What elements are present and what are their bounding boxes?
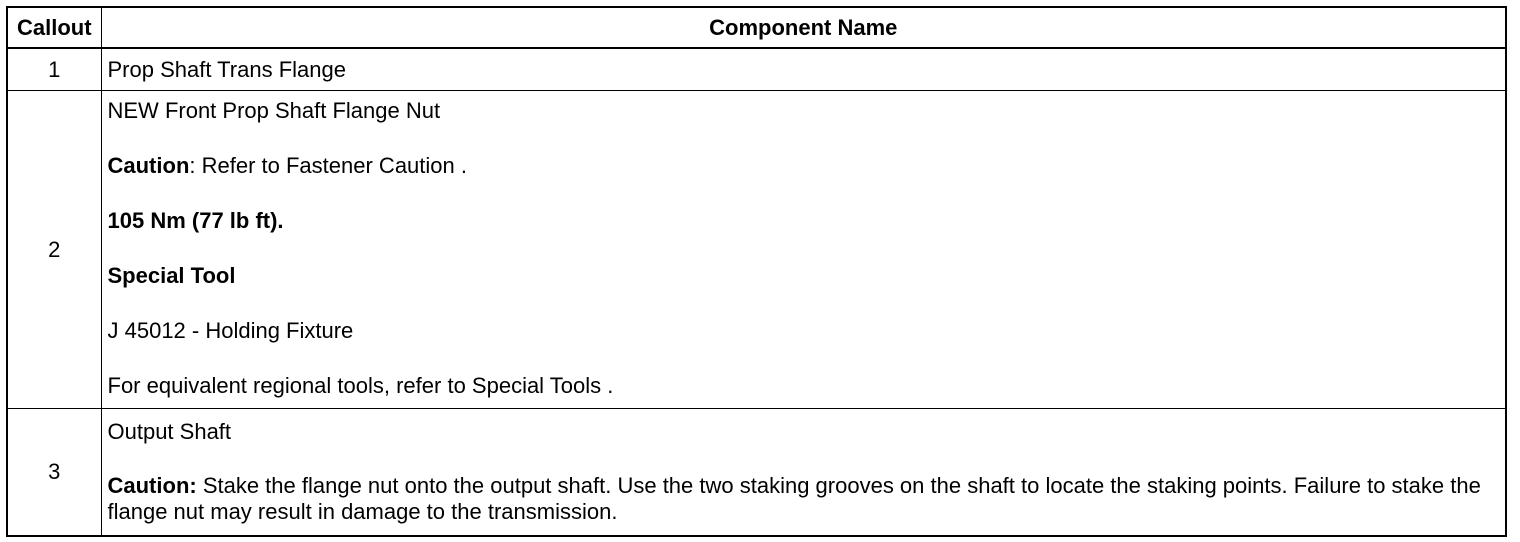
table-header-row [7,7,1506,48]
component-cell [101,91,1506,409]
component-cell [101,409,1506,537]
caution-label: Caution [107,153,190,178]
caution-colon: : [189,153,196,178]
special-tool-heading: Special Tool [107,263,236,288]
caution-text: Stake the flange nut onto the output shaft. Use the two staking grooves on the shaft to locate the staking points. Failure to stake the flange nut may result in damage to the transmission. [107,473,1481,524]
component-name: NEW Front Prop Shaft Flange Nut [107,98,441,123]
caution-note [108,153,1500,179]
component-name-column-header: Component Name [101,7,1506,48]
component-name: Output Shaft [107,419,232,444]
torque-spec: 105 Nm (77 lb ft). [107,208,284,233]
table-row [7,91,1506,409]
caution-note [108,473,1500,525]
caution-text: Refer to Fastener Caution . [195,153,467,178]
caution-label: Caution: [107,473,197,498]
callout-number: 3 [7,409,101,537]
regional-tools-note: For equivalent regional tools, refer to Special Tools . [107,373,614,398]
component-cell [101,48,1506,91]
callout-column-header: Callout [7,7,101,48]
special-tool-item: J 45012 - Holding Fixture [107,318,354,343]
callout-number: 2 [7,91,101,409]
callout-number: 1 [7,48,101,91]
table-row [7,409,1506,537]
component-table [6,6,1507,537]
table-row [7,48,1506,91]
component-name: Prop Shaft Trans Flange [107,56,346,82]
